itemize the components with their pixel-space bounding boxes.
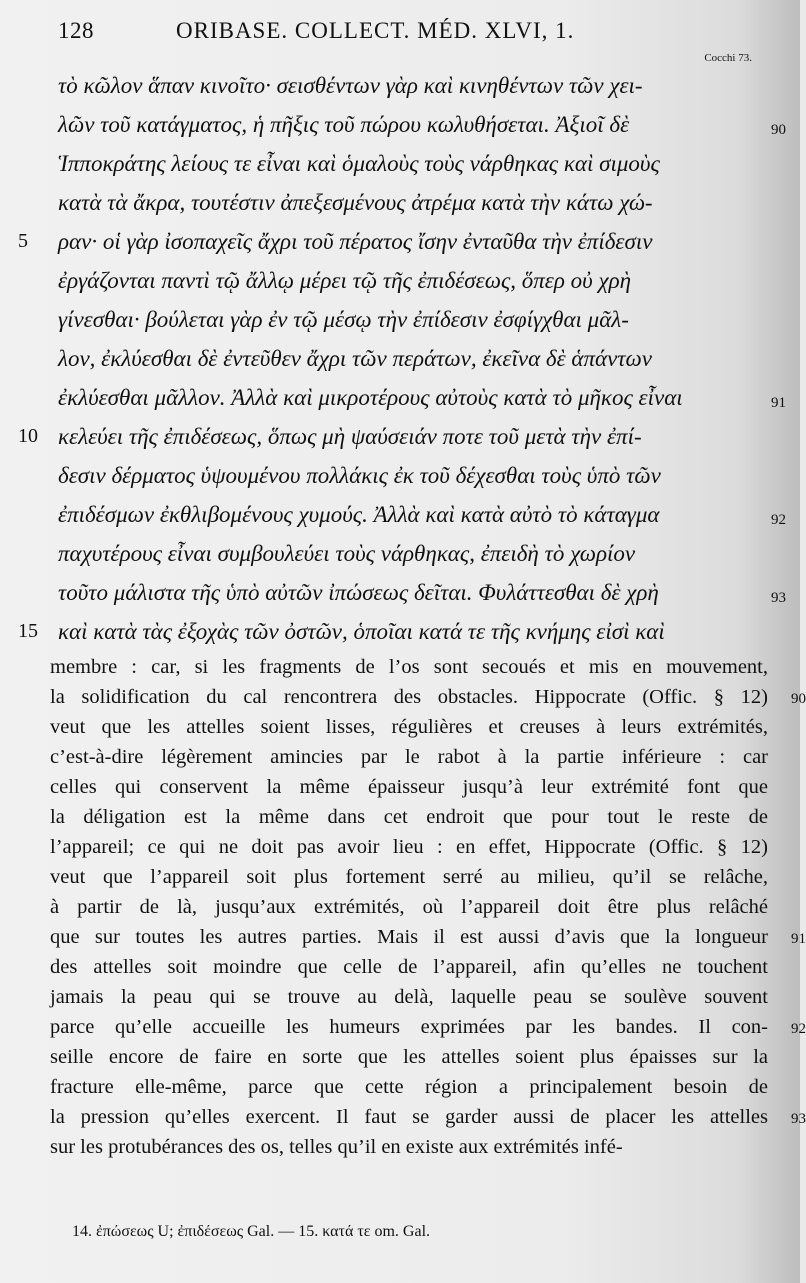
french-line-text: c’est-à-dire légèrement amincies par le rabot à la partie inférieure : car: [50, 746, 768, 768]
greek-line-text: κατὰ τὰ ἄκρα, τουτέστιν ἀπεξεσμένους ἀτρέμα κατὰ τὴν κάτω χώ-: [58, 190, 653, 215]
french-line: [50, 1042, 768, 1072]
greek-line-text: ἐκλύεσθαι μᾶλλον. Ἀλλὰ καὶ μικροτέρους αὐτοὺς κατὰ τὸ μῆκος εἶναι: [58, 385, 683, 410]
french-line-text: veut que les attelles soient lisses, régulières et creuses à leurs extrémités,: [50, 716, 768, 738]
greek-line: [58, 183, 758, 222]
greek-line-text: λον, ἐκλύεσθαι δὲ ἐντεῦθεν ἄχρι τῶν περάτων, ἐκεῖνα δὲ ἁπάντων: [58, 346, 652, 371]
greek-line-text: ραν· οἱ γὰρ ἰσοπαχεῖς ἄχρι τοῦ πέρατος ἴσην ἐνταῦθα τὴν ἐπίδεσιν: [58, 229, 653, 254]
french-line-text: fracture elle-même, parce que cette région a principalement besoin de: [50, 1076, 768, 1098]
greek-line: [58, 378, 786, 417]
greek-line: [58, 261, 758, 300]
french-line: [50, 772, 768, 802]
greek-line-text: κελεύει τῆς ἐπιδέσεως, ὅπως μὴ ψαύσειάν ποτε τοῦ μετὰ τὴν ἐπί-: [58, 424, 642, 449]
french-line: [50, 922, 806, 952]
french-line: [50, 892, 768, 922]
french-line: [50, 742, 768, 772]
french-line: [50, 952, 768, 982]
greek-line-text: δεσιν δέρματος ὑψουμένου πολλάκις ἐκ τοῦ δέχεσθαι τοὺς ὑπὸ τῶν: [58, 463, 661, 488]
french-translation-block: [50, 652, 806, 1162]
greek-line-text: ἐργάζονται παντὶ τῷ ἄλλῳ μέρει τῷ τῆς ἐπιδέσεως, ὅπερ οὐ χρὴ: [58, 268, 632, 293]
french-line: [50, 712, 768, 742]
margin-section-number: 93: [771, 590, 786, 606]
french-line: [50, 1102, 806, 1132]
french-line-text: la solidification du cal rencontrera des obstacles. Hippocrate (Offic. § 12): [50, 686, 768, 708]
greek-line: [58, 573, 786, 612]
greek-line: [58, 495, 786, 534]
french-line-text: sur les protubérances des os, telles qu’il en existe aux extrémités infé-: [50, 1136, 623, 1158]
margin-section-number: 91: [791, 931, 806, 947]
french-line: [50, 802, 768, 832]
margin-section-number: 91: [771, 395, 786, 411]
greek-line-text: λῶν τοῦ κατάγματος, ἡ πῆξις τοῦ πώρου κωλυθήσεται. Ἀξιοῖ δὲ: [58, 112, 630, 137]
greek-line: [18, 417, 758, 456]
greek-line: [58, 105, 786, 144]
margin-section-number: 90: [771, 122, 786, 138]
greek-line-text: τὸ κῶλον ἅπαν κινοῖτο· σεισθέντων γὰρ καὶ κινηθέντων τῶν χει-: [58, 73, 643, 98]
french-line: [50, 1072, 768, 1102]
french-line: [50, 832, 768, 862]
greek-text-block: [18, 66, 786, 651]
line-number: 5: [18, 230, 28, 252]
cocchi-reference: Cocchi 73.: [704, 52, 752, 64]
french-line: [50, 862, 768, 892]
greek-line: [58, 456, 758, 495]
margin-section-number: 92: [791, 1021, 806, 1037]
french-line-text: l’appareil; ce qui ne doit pas avoir lieu : en effet, Hippocrate (Offic. § 12): [50, 836, 768, 858]
greek-line-text: καὶ κατὰ τὰς ἐξοχὰς τῶν ὀστῶν, ὁποῖαι κατά τε τῆς κνήμης εἰσὶ καὶ: [58, 619, 665, 644]
margin-section-number: 93: [791, 1111, 806, 1127]
french-line-text: seille encore de faire en sorte que les attelles soient plus épaisses sur la: [50, 1046, 768, 1068]
french-line-text: veut que l’appareil soit plus fortement serré au milieu, qu’il se relâche,: [50, 866, 768, 888]
greek-line-text: παχυτέρους εἶναι συμβουλεύει τοὺς νάρθηκας, ἐπειδὴ τὸ χωρίον: [58, 541, 636, 566]
french-line-text: la pression qu’elles exercent. Il faut se garder aussi de placer les attelles: [50, 1106, 768, 1128]
french-line-text: que sur toutes les autres parties. Mais il est aussi d’avis que la longueur: [50, 926, 768, 948]
greek-line-text: Ἱπποκράτης λείους τε εἶναι καὶ ὁμαλοὺς τοὺς νάρθηκας καὶ σιμοὺς: [58, 151, 660, 176]
french-line-text: jamais la peau qui se trouve au delà, laquelle peau se soulève souvent: [50, 986, 768, 1008]
french-line: [50, 682, 806, 712]
greek-line: [18, 222, 758, 261]
running-title: ORIBASE. COLLECT. MÉD. XLVI, 1.: [176, 18, 575, 43]
line-number: 15: [18, 620, 38, 642]
french-line: [50, 1132, 768, 1162]
greek-line: [58, 66, 758, 105]
french-line-text: à partir de là, jusqu’aux extrémités, où l’appareil doit être plus relâché: [50, 896, 768, 918]
greek-line: [58, 534, 758, 573]
greek-line: [58, 300, 758, 339]
french-line: [50, 652, 768, 682]
page-header: [58, 14, 770, 48]
greek-line-text: τοῦτο μάλιστα τῆς ὑπὸ αὐτῶν ἰπώσεως δεῖται. Φυλάττεσθαι δὲ χρὴ: [58, 580, 659, 605]
french-line-text: la déligation est la même dans cet endroit que pour tout le reste de: [50, 806, 768, 828]
french-line: [50, 982, 768, 1012]
french-line-text: membre : car, si les fragments de l’os sont secoués et mis en mouvement,: [50, 656, 768, 678]
greek-line: [58, 144, 758, 183]
page-number: 128: [58, 18, 94, 43]
line-number: 10: [18, 425, 38, 447]
greek-line-text: ἐπιδέσμων ἐκθλιβομένους χυμούς. Ἀλλὰ καὶ κατὰ αὐτὸ τὸ κάταγμα: [58, 502, 660, 527]
footnote: 14. ἐπώσεως U; ἐπιδέσεως Gal. — 15. κατά τε om. Gal.: [72, 1223, 431, 1240]
french-line-text: parce qu’elle accueille les humeurs exprimées par les bandes. Il con-: [50, 1016, 768, 1038]
french-line-text: des attelles soit moindre que celle de l’appareil, afin qu’elles ne touchent: [50, 956, 768, 978]
margin-section-number: 92: [771, 512, 786, 528]
margin-section-number: 90: [791, 691, 806, 707]
french-line: [50, 1012, 806, 1042]
greek-line-text: γίνεσθαι· βούλεται γὰρ ἐν τῷ μέσῳ τὴν ἐπίδεσιν ἐσφίγχθαι μᾶλ-: [58, 307, 629, 332]
greek-line: [18, 612, 758, 651]
greek-line: [58, 339, 758, 378]
french-line-text: celles qui conservent la même épaisseur jusqu’à leur extrémité font que: [50, 776, 768, 798]
